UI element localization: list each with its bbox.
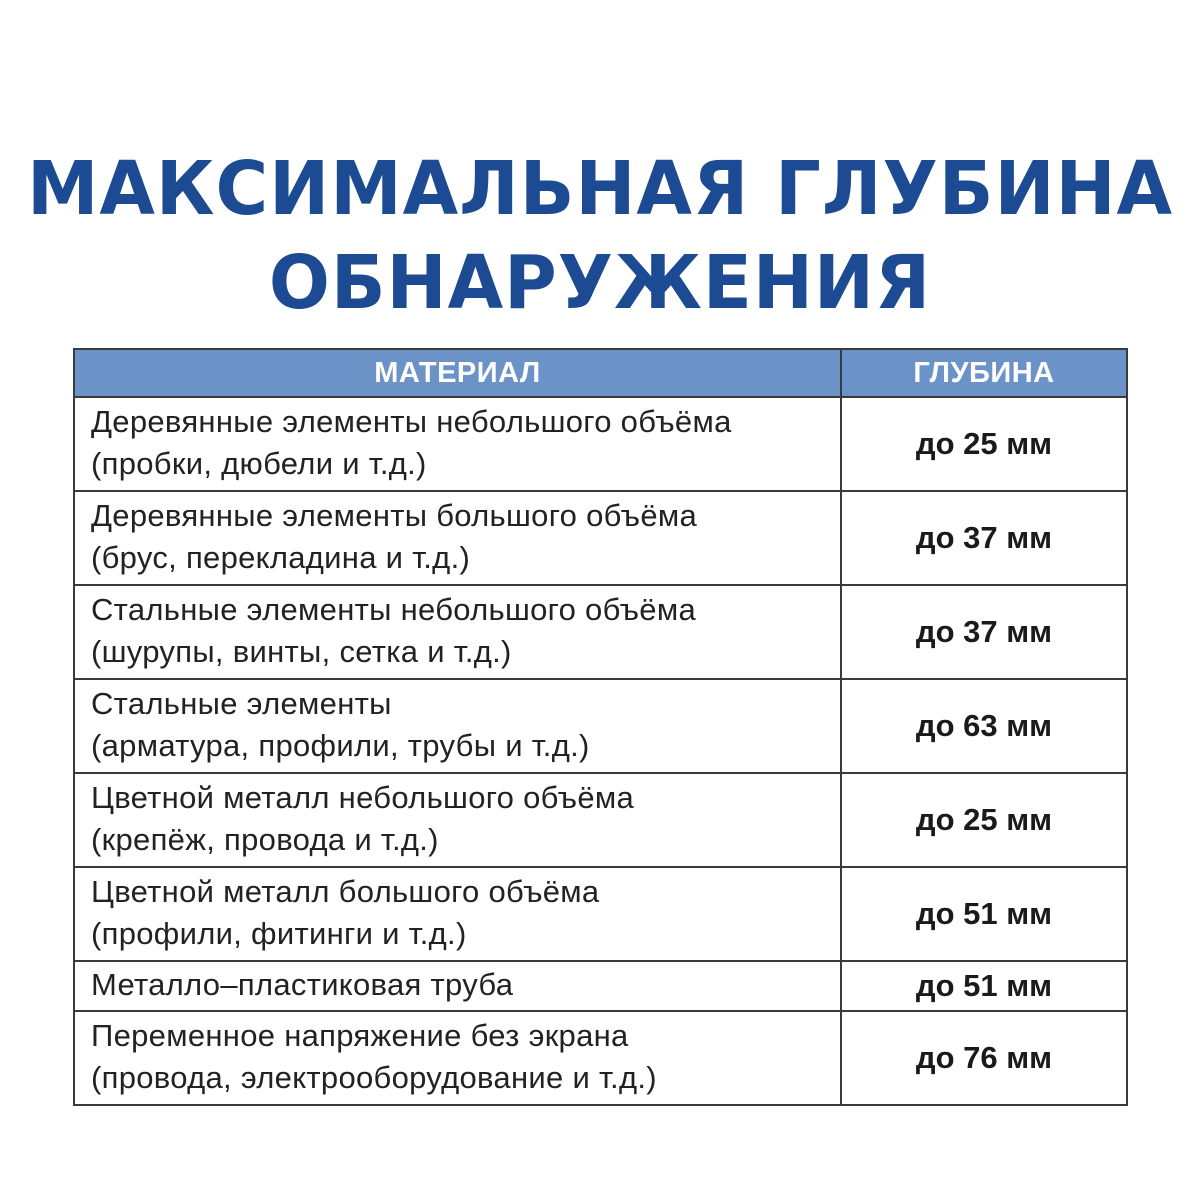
table-row — [74, 585, 1127, 679]
table-row — [74, 491, 1127, 585]
material-name: Металло–пластиковая труба — [91, 967, 514, 1002]
material-cell — [74, 679, 841, 773]
title-line-2: ОБНАРУЖЕНИЯ — [268, 239, 932, 326]
material-name: Цветной металл большого объёма — [91, 874, 600, 909]
material-cell — [74, 773, 841, 867]
header-depth: ГЛУБИНА — [841, 349, 1127, 397]
title-line-1: МАКСИМАЛЬНАЯ ГЛУБИНА — [26, 145, 1174, 232]
table-row — [74, 961, 1127, 1011]
material-examples: (шурупы, винты, сетка и т.д.) — [91, 634, 512, 669]
depth-cell: до 37 мм — [841, 585, 1127, 679]
depth-cell: до 37 мм — [841, 491, 1127, 585]
material-cell — [74, 585, 841, 679]
material-name: Переменное напряжение без экрана — [91, 1018, 629, 1053]
depth-cell: до 51 мм — [841, 867, 1127, 961]
material-examples: (профили, фитинги и т.д.) — [91, 916, 467, 951]
table-row — [74, 773, 1127, 867]
material-cell — [74, 961, 841, 1011]
material-name: Стальные элементы — [91, 686, 392, 721]
table-row — [74, 1011, 1127, 1105]
depth-cell: до 25 мм — [841, 773, 1127, 867]
material-cell — [74, 1011, 841, 1105]
table-row — [74, 679, 1127, 773]
header-material: МАТЕРИАЛ — [74, 349, 841, 397]
material-examples: (брус, перекладина и т.д.) — [91, 540, 471, 575]
material-cell — [74, 491, 841, 585]
depth-cell: до 76 мм — [841, 1011, 1127, 1105]
material-name: Цветной металл небольшого объёма — [91, 780, 635, 815]
table-row — [74, 397, 1127, 491]
material-examples: (арматура, профили, трубы и т.д.) — [91, 728, 590, 763]
material-examples: (пробки, дюбели и т.д.) — [91, 446, 427, 481]
table-header-row — [74, 349, 1127, 397]
material-examples: (провода, электрооборудование и т.д.) — [91, 1060, 657, 1095]
material-cell — [74, 867, 841, 961]
detection-depth-table — [73, 348, 1128, 1106]
material-name: Деревянные элементы большого объёма — [91, 498, 698, 533]
depth-cell: до 51 мм — [841, 961, 1127, 1011]
material-name: Деревянные элементы небольшого объёма — [91, 404, 732, 439]
material-name: Стальные элементы небольшого объёма — [91, 592, 696, 627]
depth-cell: до 25 мм — [841, 397, 1127, 491]
material-examples: (крепёж, провода и т.д.) — [91, 822, 439, 857]
material-cell — [74, 397, 841, 491]
page-title — [18, 142, 1182, 330]
depth-cell: до 63 мм — [841, 679, 1127, 773]
table-row — [74, 867, 1127, 961]
